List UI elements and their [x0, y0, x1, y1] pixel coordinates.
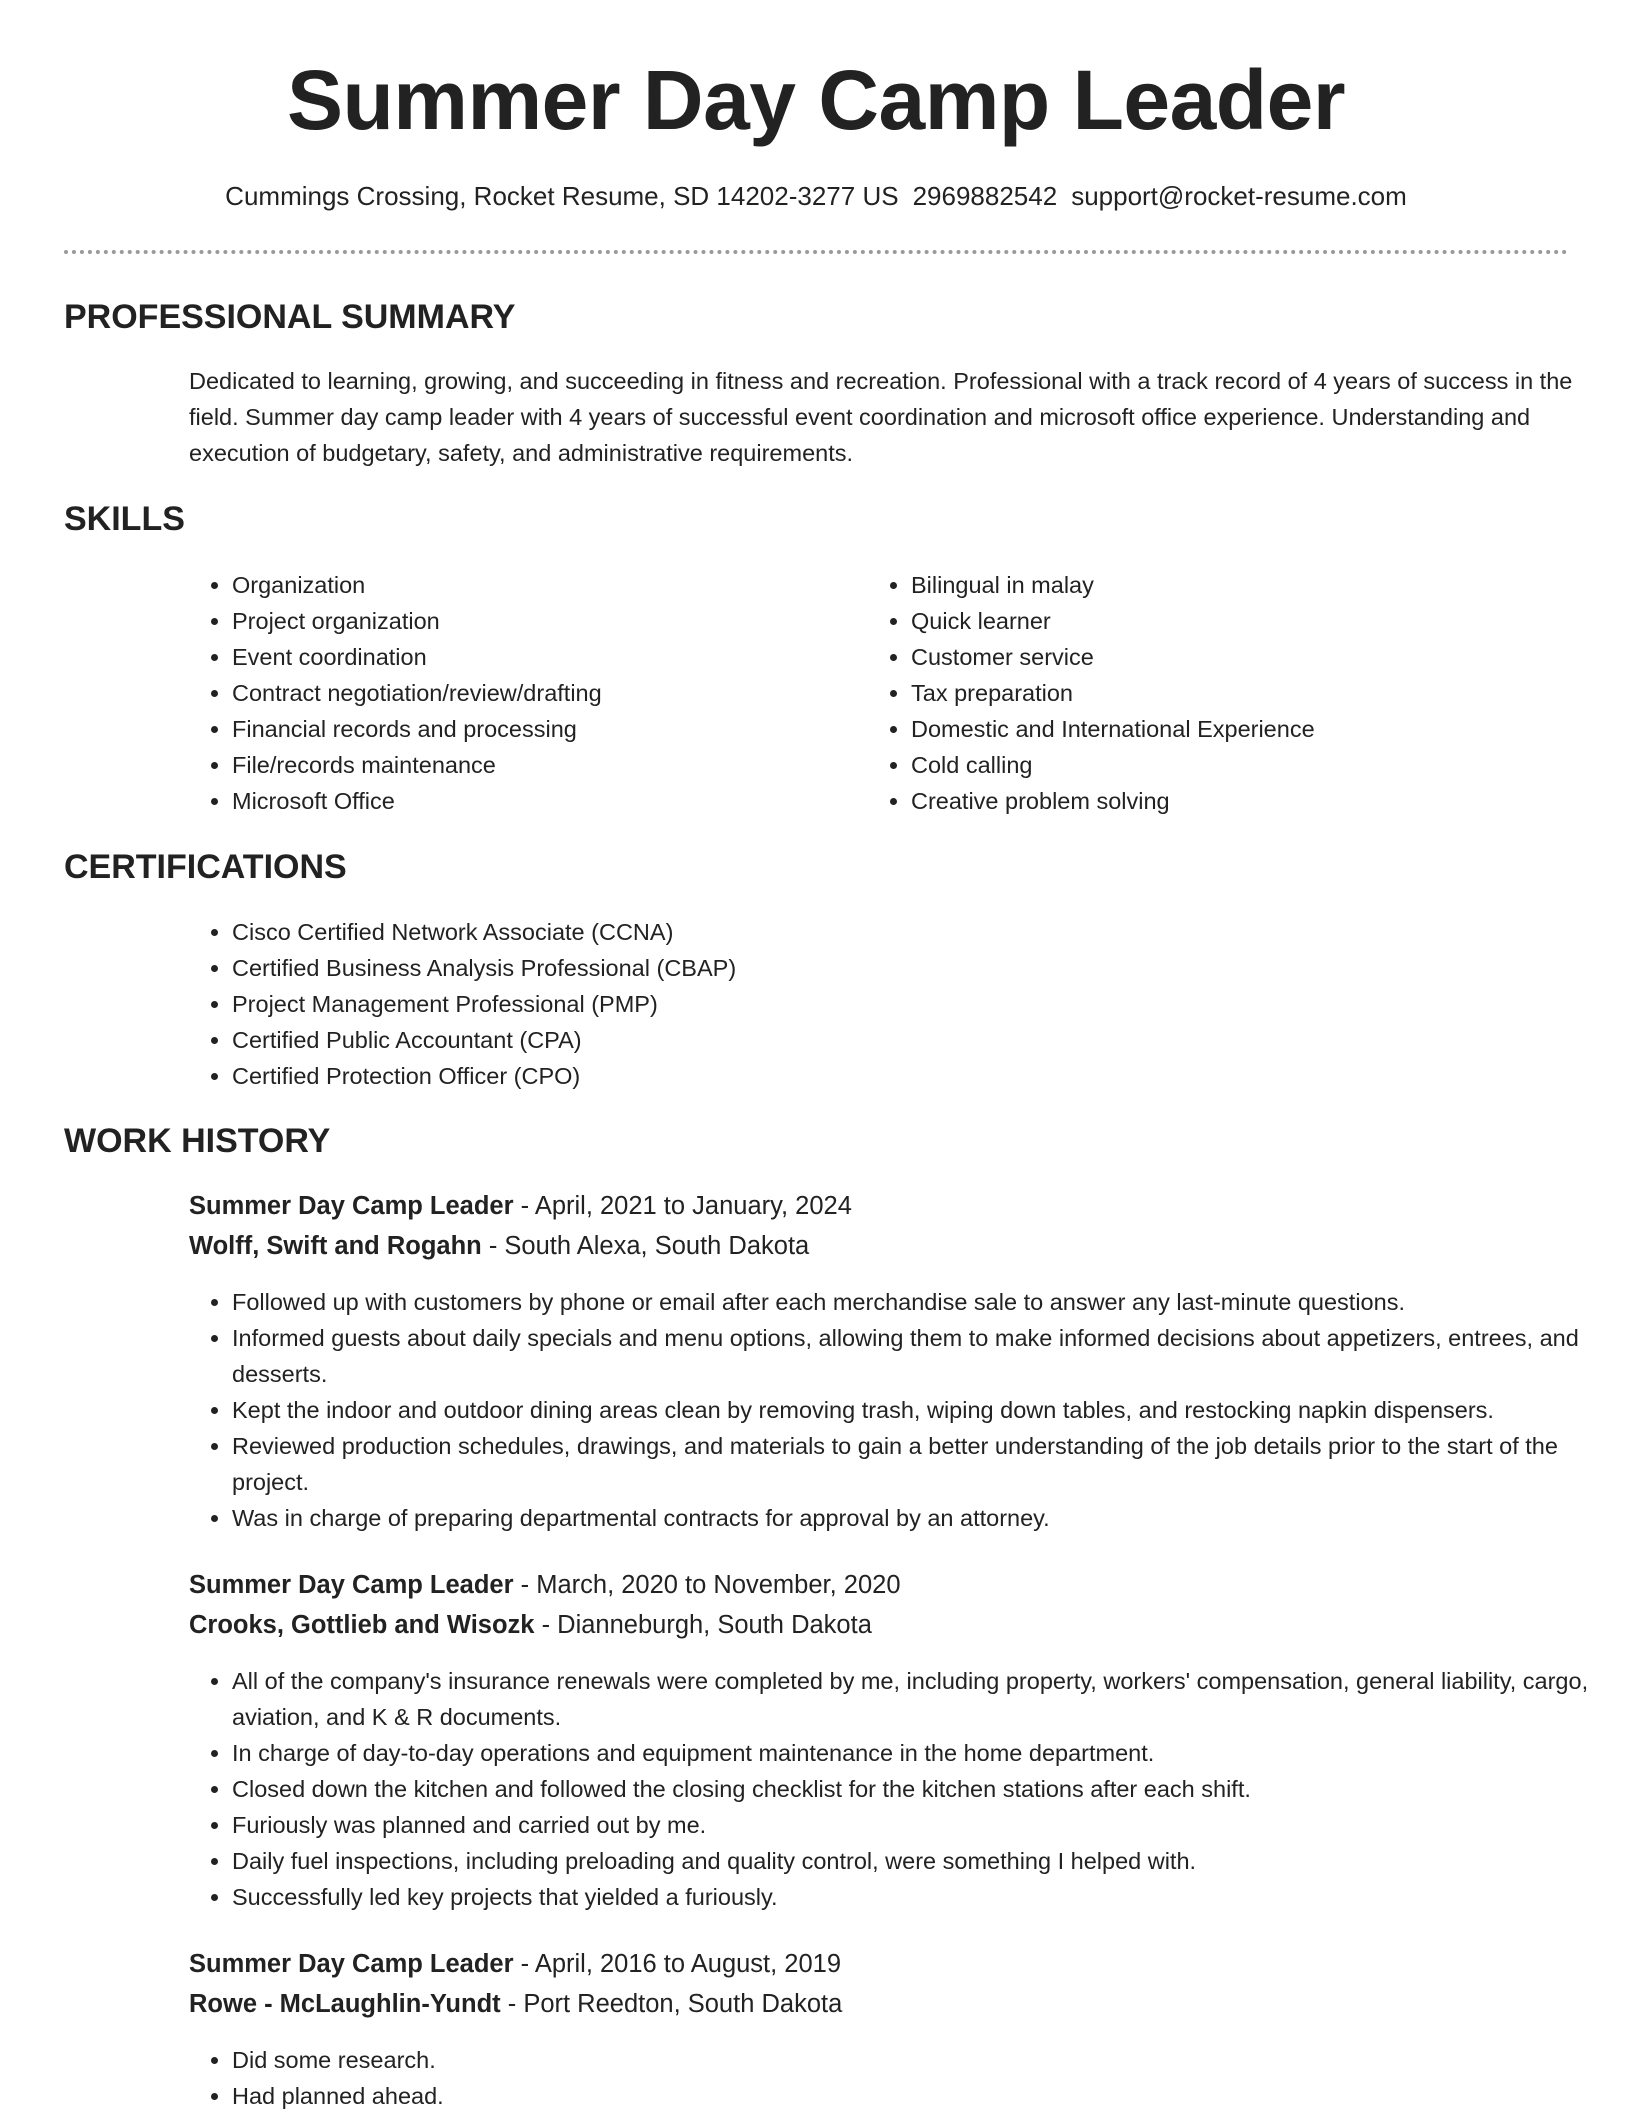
skills-list-left — [189, 567, 852, 819]
job-title-line: Summer Day Camp Leader - April, 2021 to January, 2024 — [189, 1192, 852, 1220]
job-company: Rowe - McLaughlin-Yundt — [189, 1990, 501, 2018]
job-role: Summer Day Camp Leader — [189, 1571, 514, 1599]
contact-phone: 2969882542 — [912, 181, 1058, 211]
skill-item: • Domestic and International Experience — [911, 711, 1591, 747]
job-bullet: • Furiously was planned and carried out by me. — [232, 1807, 1617, 1843]
skill-item: • Contract negotiation/review/drafting — [232, 675, 852, 711]
certifications-list — [189, 914, 1532, 1094]
skill-item: • Project organization — [232, 603, 852, 639]
job-bullet: • Daily fuel inspections, including preloading and quality control, were something I helped with. — [232, 1843, 1617, 1879]
certification-item: • Certified Protection Officer (CPO) — [232, 1058, 1532, 1094]
skill-item: • Event coordination — [232, 639, 852, 675]
job-title-line: Summer Day Camp Leader - March, 2020 to November, 2020 — [189, 1571, 901, 1599]
certification-item: • Certified Business Analysis Professional (CBAP) — [232, 950, 1532, 986]
summary-heading: PROFESSIONAL SUMMARY — [64, 298, 516, 336]
skill-item: • Organization — [232, 567, 852, 603]
job-bullet: • Had planned ahead. — [232, 2078, 1617, 2114]
skill-item: • File/records maintenance — [232, 747, 852, 783]
skill-item: • Customer service — [911, 639, 1591, 675]
job-bullet: • Reviewed production schedules, drawings, and materials to gain a better understanding of the job details prior to the start of the project. — [232, 1428, 1617, 1500]
job-role: Summer Day Camp Leader — [189, 1192, 514, 1220]
skills-heading: SKILLS — [64, 500, 185, 538]
job-bullets — [189, 1284, 1617, 1536]
certification-item: • Project Management Professional (PMP) — [232, 986, 1532, 1022]
job-company: Crooks, Gottlieb and Wisozk — [189, 1611, 535, 1639]
job-location: South Alexa, South Dakota — [504, 1232, 810, 1260]
job-bullets — [189, 1663, 1617, 1915]
certifications-heading: CERTIFICATIONS — [64, 848, 347, 886]
certification-item: • Certified Public Accountant (CPA) — [232, 1022, 1532, 1058]
job-dates: March, 2020 to November, 2020 — [536, 1571, 901, 1599]
job-bullets — [189, 2042, 1617, 2114]
skill-item: • Quick learner — [911, 603, 1591, 639]
skills-list-right — [868, 567, 1591, 819]
summary-text: Dedicated to learning, growing, and succeeding in fitness and recreation. Professional with a track record of 4 years of success in the field. Summer day camp leader with 4 years of successful event coordination and microsoft office experience. Understanding and execution of budgetary, safety, and administrative requirements. — [189, 368, 1573, 466]
job-bullet: • Informed guests about daily specials and menu options, allowing them to make informed decisions about appetizers, entrees, and desserts. — [232, 1320, 1617, 1392]
job-bullet: • Closed down the kitchen and followed the closing checklist for the kitchen stations after each shift. — [232, 1771, 1617, 1807]
job-bullet: • In charge of day-to-day operations and equipment maintenance in the home department. — [232, 1735, 1617, 1771]
contact-line — [0, 181, 1632, 212]
job-location: Dianneburgh, South Dakota — [557, 1611, 872, 1639]
job-company-line: Wolff, Swift and Rogahn - South Alexa, South Dakota — [189, 1232, 810, 1260]
contact-address: Cummings Crossing, Rocket Resume, SD 14202-3277 US — [225, 181, 899, 211]
job-bullet: • Kept the indoor and outdoor dining areas clean by removing trash, wiping down tables, and restocking napkin dispensers. — [232, 1392, 1617, 1428]
job-company-line: Rowe - McLaughlin-Yundt - Port Reedton, South Dakota — [189, 1990, 843, 2018]
job-dates: April, 2016 to August, 2019 — [534, 1950, 842, 1978]
job-company-line: Crooks, Gottlieb and Wisozk - Dianneburgh, South Dakota — [189, 1611, 872, 1639]
header-divider — [64, 250, 1568, 254]
job-bullet: • Followed up with customers by phone or email after each merchandise sale to answer any last-minute questions. — [232, 1284, 1617, 1320]
work-history-heading: WORK HISTORY — [64, 1122, 331, 1160]
contact-email: support@rocket-resume.com — [1071, 181, 1407, 211]
skill-item: • Bilingual in malay — [911, 567, 1591, 603]
job-bullet: • Did some research. — [232, 2042, 1617, 2078]
skill-item: • Microsoft Office — [232, 783, 852, 819]
skill-item: • Financial records and processing — [232, 711, 852, 747]
job-bullet: • Was in charge of preparing departmental contracts for approval by an attorney. — [232, 1500, 1617, 1536]
resume-name: Summer Day Camp Leader — [286, 53, 1346, 147]
job-bullet: • All of the company's insurance renewals were completed by me, including property, workers' compensation, general liability, cargo, aviation, and K & R documents. — [232, 1663, 1617, 1735]
job-title-line: Summer Day Camp Leader - April, 2016 to August, 2019 — [189, 1950, 842, 1978]
skill-item: • Tax preparation — [911, 675, 1591, 711]
skill-item: • Creative problem solving — [911, 783, 1591, 819]
job-dates: April, 2021 to January, 2024 — [534, 1192, 852, 1220]
certification-item: • Cisco Certified Network Associate (CCNA) — [232, 914, 1532, 950]
job-role: Summer Day Camp Leader — [189, 1950, 514, 1978]
skill-item: • Cold calling — [911, 747, 1591, 783]
job-location: Port Reedton, South Dakota — [523, 1990, 843, 2018]
job-company: Wolff, Swift and Rogahn — [189, 1232, 482, 1260]
job-bullet: • Successfully led key projects that yielded a furiously. — [232, 1879, 1617, 1915]
